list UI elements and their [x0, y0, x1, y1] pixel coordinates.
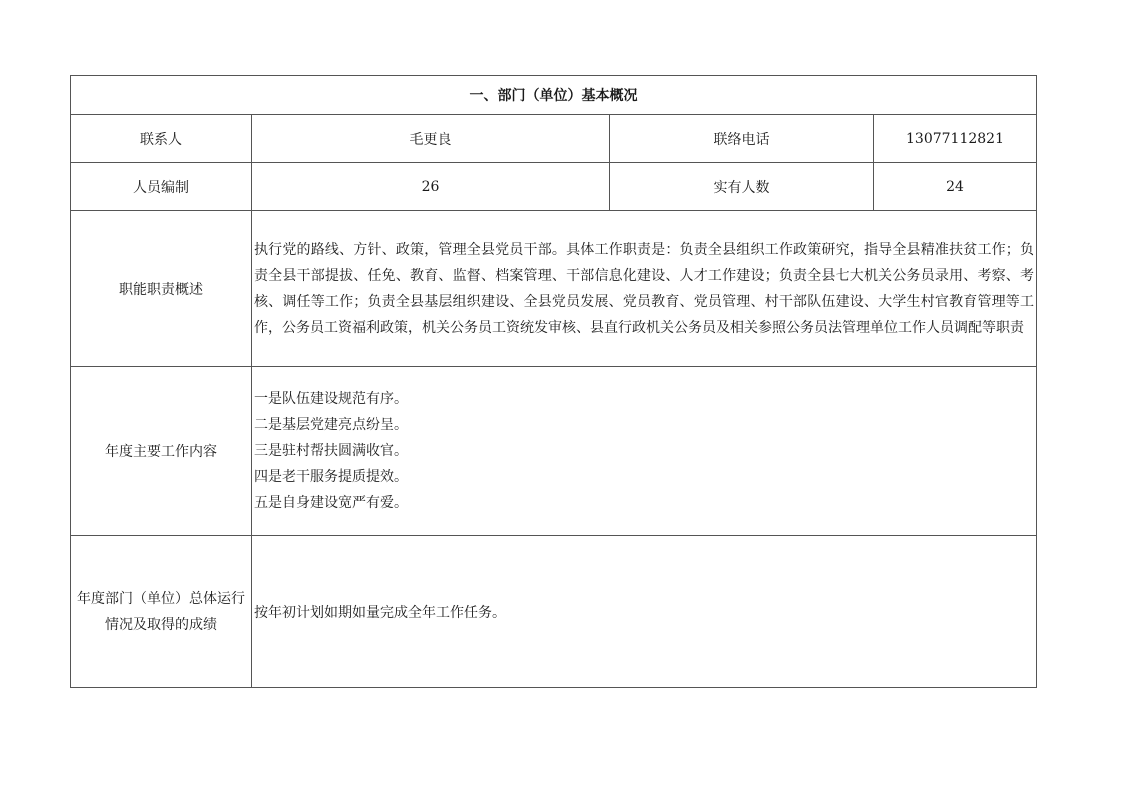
- list-item: 二是基层党建亮点纷呈。: [254, 417, 408, 433]
- overall-text: 按年初计划如期如量完成全年工作任务。: [252, 536, 1037, 688]
- list-item: 四是老干服务提质提效。: [254, 469, 408, 485]
- list-item: 三是驻村帮扶圆满收官。: [254, 443, 408, 459]
- actual-staff-value: 24: [874, 163, 1037, 211]
- table-title: 一、部门（单位）基本概况: [71, 76, 1037, 115]
- phone-value: 13077112821: [874, 115, 1037, 163]
- actual-staff-label: 实有人数: [610, 163, 874, 211]
- functions-label: 职能职责概述: [71, 211, 252, 367]
- staff-quota-label: 人员编制: [71, 163, 252, 211]
- list-item: 五是自身建设宽严有爱。: [254, 495, 408, 511]
- staff-quota-value: 26: [252, 163, 610, 211]
- annual-work-label: 年度主要工作内容: [71, 367, 252, 536]
- annual-work-list: [252, 367, 1037, 536]
- functions-text: 执行党的路线、方针、政策，管理全县党员干部。具体工作职责是：负责全县组织工作政策研究，指导全县精准扶贫工作；负责全县干部提拔、任免、教育、监督、档案管理、干部信息化建设、人才工作建设；负责全县七大机关公务员录用、考察、考核、调任等工作；负责全县基层组织建设、全县党员发展、党员教育、党员管理、村干部队伍建设、大学生村官教育管理等工作，公务员工资福利政策，机关公务员工资统发审核、县直行政机关公务员及相关参照公务员法管理单位工作人员调配等职责: [252, 211, 1037, 367]
- basic-info-table: [70, 75, 1037, 688]
- contact-label: 联系人: [71, 115, 252, 163]
- phone-label: 联络电话: [610, 115, 874, 163]
- overall-label: 年度部门（单位）总体运行情况及取得的成绩: [71, 536, 252, 688]
- list-item: 一是队伍建设规范有序。: [254, 391, 408, 407]
- contact-value: 毛更良: [252, 115, 610, 163]
